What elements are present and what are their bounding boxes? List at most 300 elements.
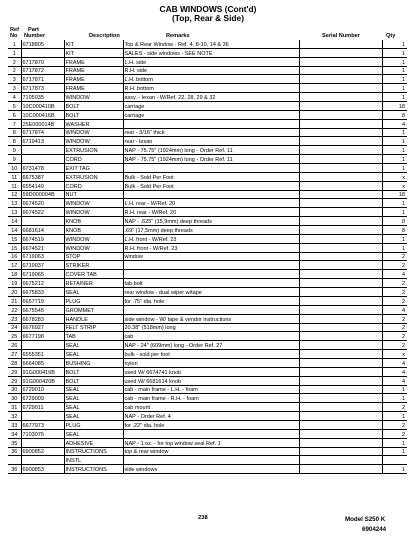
table-row bbox=[8, 385, 407, 394]
table-row bbox=[8, 341, 407, 350]
table-row bbox=[8, 367, 407, 376]
description: PLUG bbox=[64, 420, 123, 429]
quantity: 1 bbox=[382, 243, 407, 252]
quantity: 2 bbox=[382, 279, 407, 288]
part-number: 6681614 bbox=[21, 226, 64, 235]
description: KNOB bbox=[64, 217, 123, 226]
table-row bbox=[8, 128, 407, 137]
quantity: 1 bbox=[382, 75, 407, 84]
description: SEAL bbox=[64, 350, 123, 359]
quantity: 1 bbox=[382, 155, 407, 164]
quantity: 2 bbox=[382, 288, 407, 297]
quantity: 1 bbox=[382, 137, 407, 146]
serial-number bbox=[299, 403, 382, 412]
serial-number bbox=[299, 332, 382, 341]
ref-number: 32 bbox=[8, 412, 21, 421]
remarks: window bbox=[123, 252, 299, 261]
ref-number: 10 bbox=[8, 164, 21, 173]
part-number: 91G000420B bbox=[21, 376, 64, 385]
table-row bbox=[8, 243, 407, 252]
ref-number: 5 bbox=[8, 102, 21, 111]
remarks: L.H. front - W/Ref. 23 bbox=[123, 234, 299, 243]
serial-number bbox=[299, 261, 382, 270]
part-number: 6677198 bbox=[21, 332, 64, 341]
description: FRAME bbox=[64, 57, 123, 66]
ref-number: 11 bbox=[8, 172, 21, 181]
remarks: cab - main frame - R.H. - foam bbox=[123, 394, 299, 403]
serial-number bbox=[299, 48, 382, 57]
serial-number bbox=[299, 270, 382, 279]
ref-header-top: Ref bbox=[10, 27, 20, 33]
table-row bbox=[8, 48, 407, 57]
quantity: 8 bbox=[382, 217, 407, 226]
description: BOLT bbox=[64, 367, 123, 376]
serial-number bbox=[299, 314, 382, 323]
remarks: bulk - sold per foot bbox=[123, 350, 299, 359]
remarks: SALES - side windows - SEE NOTE bbox=[123, 48, 299, 57]
table-row bbox=[8, 40, 407, 48]
description: EXTRUSION bbox=[64, 146, 123, 155]
remarks: cab mount bbox=[123, 403, 299, 412]
part-header-bottom: Number bbox=[24, 33, 46, 39]
description: TAB bbox=[64, 332, 123, 341]
remarks: rear - 3/16" thick bbox=[123, 128, 299, 137]
description: NUT bbox=[64, 190, 123, 199]
serial-number bbox=[299, 438, 382, 447]
description: KIT bbox=[64, 48, 123, 57]
ref-number: 1 bbox=[8, 48, 21, 57]
part-number: 10C000416B bbox=[21, 110, 64, 119]
table-row bbox=[8, 350, 407, 359]
ref-number: 28 bbox=[8, 358, 21, 367]
description-continued: INSTL bbox=[64, 456, 123, 465]
table-row bbox=[8, 412, 407, 421]
remarks: R.H. bottom bbox=[123, 84, 299, 93]
description: STOP bbox=[64, 252, 123, 261]
serial-number bbox=[299, 243, 382, 252]
part-number: 6717870 bbox=[21, 57, 64, 66]
serial-number bbox=[299, 164, 382, 173]
part-number: 6657719 bbox=[21, 296, 64, 305]
remarks: cab - main frame - L.H. - foam bbox=[123, 385, 299, 394]
description: HANDLE bbox=[64, 314, 123, 323]
serial-number bbox=[299, 57, 382, 66]
remarks: cab bbox=[123, 332, 299, 341]
serial-number bbox=[299, 110, 382, 119]
ref-number: 3 bbox=[8, 75, 21, 84]
quantity: 1 bbox=[382, 394, 407, 403]
quantity: 1 bbox=[382, 465, 407, 474]
quantity: 1 bbox=[382, 66, 407, 75]
part-number bbox=[21, 217, 64, 226]
ref-number: 27 bbox=[8, 350, 21, 359]
serial-number bbox=[299, 376, 382, 385]
serial-number bbox=[299, 447, 382, 456]
parts-table bbox=[8, 40, 407, 474]
remarks: NAP - 24" (609mm) long - Order Ref. 27 bbox=[123, 341, 299, 350]
part-number: 6719037 bbox=[21, 261, 64, 270]
table-row bbox=[8, 110, 407, 119]
ref-number: 1 bbox=[8, 40, 21, 48]
description: EXTRUSION bbox=[64, 172, 123, 181]
remarks bbox=[123, 190, 299, 199]
quantity: 1 bbox=[382, 48, 407, 57]
remarks: L.H. bottom bbox=[123, 75, 299, 84]
serial-number bbox=[299, 217, 382, 226]
ref-header-bottom: No bbox=[10, 33, 18, 39]
description: FRAME bbox=[64, 66, 123, 75]
remarks: rear window - dual wiper w/tape bbox=[123, 288, 299, 297]
part-number: 6719063 bbox=[21, 252, 64, 261]
quantity: 18 bbox=[382, 102, 407, 111]
ref-number: 34 bbox=[8, 429, 21, 438]
part-number: 6729010 bbox=[21, 385, 64, 394]
table-row bbox=[8, 57, 407, 66]
serial-number bbox=[299, 252, 382, 261]
quantity: 1 bbox=[382, 447, 407, 456]
quantity: x bbox=[382, 181, 407, 190]
description: SEAL bbox=[64, 394, 123, 403]
ref-number: 7 bbox=[8, 119, 21, 128]
serial-number bbox=[299, 420, 382, 429]
remarks: L.H. rear - W/Ref. 20 bbox=[123, 199, 299, 208]
description: WINDOW bbox=[64, 128, 123, 137]
table-row bbox=[8, 279, 407, 288]
ref-number: 4 bbox=[8, 93, 21, 102]
remarks: R.H. side bbox=[123, 66, 299, 75]
ref-number: 17 bbox=[8, 261, 21, 270]
remarks: for .22" dia. hole bbox=[123, 420, 299, 429]
serial-number bbox=[299, 146, 382, 155]
quantity: 1 bbox=[382, 40, 407, 48]
remarks bbox=[123, 119, 299, 128]
part-number bbox=[21, 341, 64, 350]
ref-number: 20 bbox=[8, 288, 21, 297]
table-row bbox=[8, 84, 407, 93]
quantity: 2 bbox=[382, 420, 407, 429]
part-number: 6731478 bbox=[21, 164, 64, 173]
quantity: 1 bbox=[382, 438, 407, 447]
serial-number bbox=[299, 119, 382, 128]
remarks: .69" (17,5mm) deep threads bbox=[123, 226, 299, 235]
description: KIT bbox=[64, 40, 123, 48]
ref-number: 31 bbox=[8, 403, 21, 412]
table-row bbox=[8, 234, 407, 243]
part-number: 6675387 bbox=[21, 172, 64, 181]
serial-number bbox=[299, 429, 382, 438]
part-number: 59D000004B bbox=[21, 190, 64, 199]
serial-number bbox=[299, 341, 382, 350]
description: PLUG bbox=[64, 296, 123, 305]
part-number: 6677973 bbox=[21, 420, 64, 429]
ref-number: 3 bbox=[8, 84, 21, 93]
quantity: 1 bbox=[382, 234, 407, 243]
quantity: 2 bbox=[382, 296, 407, 305]
part-number: 25E000014B bbox=[21, 119, 64, 128]
part-number: 6674522 bbox=[21, 208, 64, 217]
ref-number: 29 bbox=[8, 376, 21, 385]
serial-number bbox=[299, 323, 382, 332]
quantity: 2 bbox=[382, 403, 407, 412]
part-number: 6675212 bbox=[21, 279, 64, 288]
remarks: for .75" dia. hole bbox=[123, 296, 299, 305]
ref-number: 2 bbox=[8, 57, 21, 66]
description: COVER TAB bbox=[64, 270, 123, 279]
quantity: 2 bbox=[382, 323, 407, 332]
ref-number: 2 bbox=[8, 66, 21, 75]
remarks: carriage bbox=[123, 102, 299, 111]
ref-number: 24 bbox=[8, 323, 21, 332]
remarks: used W/ 6674741 knob bbox=[123, 367, 299, 376]
part-number bbox=[21, 48, 64, 57]
serial-number bbox=[299, 102, 382, 111]
table-row bbox=[8, 305, 407, 314]
empty-cell bbox=[123, 456, 299, 465]
remarks bbox=[123, 164, 299, 173]
serial-number bbox=[299, 350, 382, 359]
table-row bbox=[8, 66, 407, 75]
quantity: 8 bbox=[382, 110, 407, 119]
table-row bbox=[8, 172, 407, 181]
description: WINDOW bbox=[64, 137, 123, 146]
table-row bbox=[8, 429, 407, 438]
table-row bbox=[8, 155, 407, 164]
table-row bbox=[8, 376, 407, 385]
ref-number: 36 bbox=[8, 447, 21, 456]
description: WINDOW bbox=[64, 234, 123, 243]
description: SEAL bbox=[64, 403, 123, 412]
parts-table-body bbox=[8, 40, 407, 474]
description: CORD bbox=[64, 181, 123, 190]
description: GROMMET bbox=[64, 305, 123, 314]
table-row bbox=[8, 420, 407, 429]
ref-number: 25 bbox=[8, 332, 21, 341]
part-number: 6719065 bbox=[21, 270, 64, 279]
table-row bbox=[8, 358, 407, 367]
quantity: 2 bbox=[382, 261, 407, 270]
description: FRAME bbox=[64, 84, 123, 93]
description: INSTRUCTIONS bbox=[64, 465, 123, 474]
ref-number: 18 bbox=[8, 270, 21, 279]
quantity: x bbox=[382, 350, 407, 359]
table-row bbox=[8, 465, 407, 474]
serial-number bbox=[299, 279, 382, 288]
part-number bbox=[21, 146, 64, 155]
table-row bbox=[8, 119, 407, 128]
quantity: 4 bbox=[382, 367, 407, 376]
empty-cell bbox=[299, 456, 382, 465]
remarks bbox=[123, 429, 299, 438]
ref-number: 13 bbox=[8, 199, 21, 208]
remarks: side windows bbox=[123, 465, 299, 474]
ref-number: 6 bbox=[8, 110, 21, 119]
ref-number: 22 bbox=[8, 305, 21, 314]
serial-number bbox=[299, 181, 382, 190]
quantity: 2 bbox=[382, 341, 407, 350]
remarks bbox=[123, 305, 299, 314]
description: STRIKER bbox=[64, 261, 123, 270]
remarks: tab bolt bbox=[123, 279, 299, 288]
remarks: 20.38" (518mm) long bbox=[123, 323, 299, 332]
table-row bbox=[8, 181, 407, 190]
description: KNOB bbox=[64, 226, 123, 235]
ref-number: 19 bbox=[8, 279, 21, 288]
empty-cell bbox=[8, 456, 21, 465]
quantity: 18 bbox=[382, 190, 407, 199]
serial-header: Serial Number bbox=[322, 33, 360, 39]
remarks-header: Remarks bbox=[166, 33, 190, 39]
part-number: 6718805 bbox=[21, 40, 64, 48]
quantity: 2 bbox=[382, 314, 407, 323]
description: FRAME bbox=[64, 75, 123, 84]
remarks: NAP - 75.75" (1924mm) long - Order Ref. 11 bbox=[123, 146, 299, 155]
serial-number bbox=[299, 190, 382, 199]
serial-number bbox=[299, 385, 382, 394]
quantity: 2 bbox=[382, 252, 407, 261]
table-row bbox=[8, 164, 407, 173]
description: SEAL bbox=[64, 385, 123, 394]
document-number: 6904244 bbox=[362, 526, 387, 533]
serial-number bbox=[299, 93, 382, 102]
part-number: 6674520 bbox=[21, 199, 64, 208]
serial-number bbox=[299, 128, 382, 137]
serial-number bbox=[299, 288, 382, 297]
ref-number: 15 bbox=[8, 234, 21, 243]
table-row bbox=[8, 288, 407, 297]
part-number: 6900853 bbox=[21, 465, 64, 474]
part-number: 6900852 bbox=[21, 447, 64, 456]
quantity: 1 bbox=[382, 128, 407, 137]
table-row bbox=[8, 332, 407, 341]
ref-number: 23 bbox=[8, 314, 21, 323]
quantity: 4 bbox=[382, 270, 407, 279]
part-number: 6674519 bbox=[21, 234, 64, 243]
remarks: Top & Rear Window - Ref. 4, 8-10, 14 & 36 bbox=[123, 40, 299, 48]
empty-cell bbox=[21, 456, 64, 465]
serial-number bbox=[299, 358, 382, 367]
description: WINDOW bbox=[64, 208, 123, 217]
part-number: 6729011 bbox=[21, 403, 64, 412]
table-row bbox=[8, 146, 407, 155]
quantity: 8 bbox=[382, 226, 407, 235]
part-number: 6676927 bbox=[21, 323, 64, 332]
description: BOLT bbox=[64, 102, 123, 111]
ref-number: 14 bbox=[8, 217, 21, 226]
ref-number: 15 bbox=[8, 243, 21, 252]
table-row bbox=[8, 447, 407, 456]
serial-number bbox=[299, 296, 382, 305]
ref-number: 26 bbox=[8, 341, 21, 350]
ref-number: 30 bbox=[8, 385, 21, 394]
table-row bbox=[8, 75, 407, 84]
serial-number bbox=[299, 226, 382, 235]
part-number: 6717872 bbox=[21, 66, 64, 75]
part-number bbox=[21, 412, 64, 421]
page-title: CAB WINDOWS (Cont'd) bbox=[159, 4, 257, 14]
description: SEAL bbox=[64, 429, 123, 438]
remarks: L.H. side bbox=[123, 57, 299, 66]
page-number: 238 bbox=[198, 515, 208, 521]
description: WASHER bbox=[64, 119, 123, 128]
part-number: 6678283 bbox=[21, 314, 64, 323]
quantity: 4 bbox=[382, 376, 407, 385]
table-row bbox=[8, 208, 407, 217]
serial-number bbox=[299, 155, 382, 164]
ref-number: 29 bbox=[8, 367, 21, 376]
description: SEAL bbox=[64, 341, 123, 350]
description: ADHESIVE bbox=[64, 438, 123, 447]
ref-number: 30 bbox=[8, 394, 21, 403]
part-number: 7103075 bbox=[21, 429, 64, 438]
table-row bbox=[8, 137, 407, 146]
serial-number bbox=[299, 40, 382, 48]
serial-number bbox=[299, 412, 382, 421]
part-number: 6719413 bbox=[21, 137, 64, 146]
description: WINDOW bbox=[64, 243, 123, 252]
table-row bbox=[8, 438, 407, 447]
qty-header: Qty bbox=[386, 33, 396, 39]
description: SEAL bbox=[64, 412, 123, 421]
table-row bbox=[8, 226, 407, 235]
quantity: 1 bbox=[382, 385, 407, 394]
serial-number bbox=[299, 199, 382, 208]
remarks: NAP - 1 oz. - for top window seal Ref. 1 bbox=[123, 438, 299, 447]
table-row bbox=[8, 261, 407, 270]
quantity: 1 bbox=[382, 146, 407, 155]
ref-number: 9 bbox=[8, 155, 21, 164]
model-label: Model S250 K bbox=[345, 516, 386, 523]
serial-number bbox=[299, 465, 382, 474]
quantity: 2 bbox=[382, 332, 407, 341]
serial-number bbox=[299, 208, 382, 217]
remarks: used W/ 6681614 knob bbox=[123, 376, 299, 385]
ref-number: 35 bbox=[8, 438, 21, 447]
part-number: 6674521 bbox=[21, 243, 64, 252]
quantity: 1 bbox=[382, 412, 407, 421]
part-number bbox=[21, 438, 64, 447]
quantity: 4 bbox=[382, 119, 407, 128]
serial-number bbox=[299, 137, 382, 146]
page-subtitle: (Top, Rear & Side) bbox=[172, 13, 244, 23]
table-row bbox=[8, 394, 407, 403]
quantity: 1 bbox=[382, 93, 407, 102]
remarks: rear - lexan bbox=[123, 137, 299, 146]
ref-number: 33 bbox=[8, 420, 21, 429]
part-number: 6675833 bbox=[21, 288, 64, 297]
quantity: 1 bbox=[382, 164, 407, 173]
description: BOLT bbox=[64, 110, 123, 119]
table-row-continuation bbox=[8, 456, 407, 465]
table-row bbox=[8, 252, 407, 261]
description: BUSHING bbox=[64, 358, 123, 367]
ref-number: 8 bbox=[8, 137, 21, 146]
table-row bbox=[8, 199, 407, 208]
serial-number bbox=[299, 305, 382, 314]
description: EXIT TAG bbox=[64, 164, 123, 173]
quantity: 1 bbox=[382, 57, 407, 66]
remarks: Bulk - Sold Per Foot bbox=[123, 181, 299, 190]
remarks: top & rear window bbox=[123, 447, 299, 456]
remarks: NAP - .625" (15,9mm) deep threads bbox=[123, 217, 299, 226]
table-row bbox=[8, 403, 407, 412]
description-header: Description bbox=[89, 33, 120, 39]
remarks: R.H. front - W/Ref. 23 bbox=[123, 243, 299, 252]
description: BOLT bbox=[64, 376, 123, 385]
serial-number bbox=[299, 234, 382, 243]
description: RETAINER bbox=[64, 279, 123, 288]
part-number: 6664085 bbox=[21, 358, 64, 367]
part-number: 6675545 bbox=[21, 305, 64, 314]
